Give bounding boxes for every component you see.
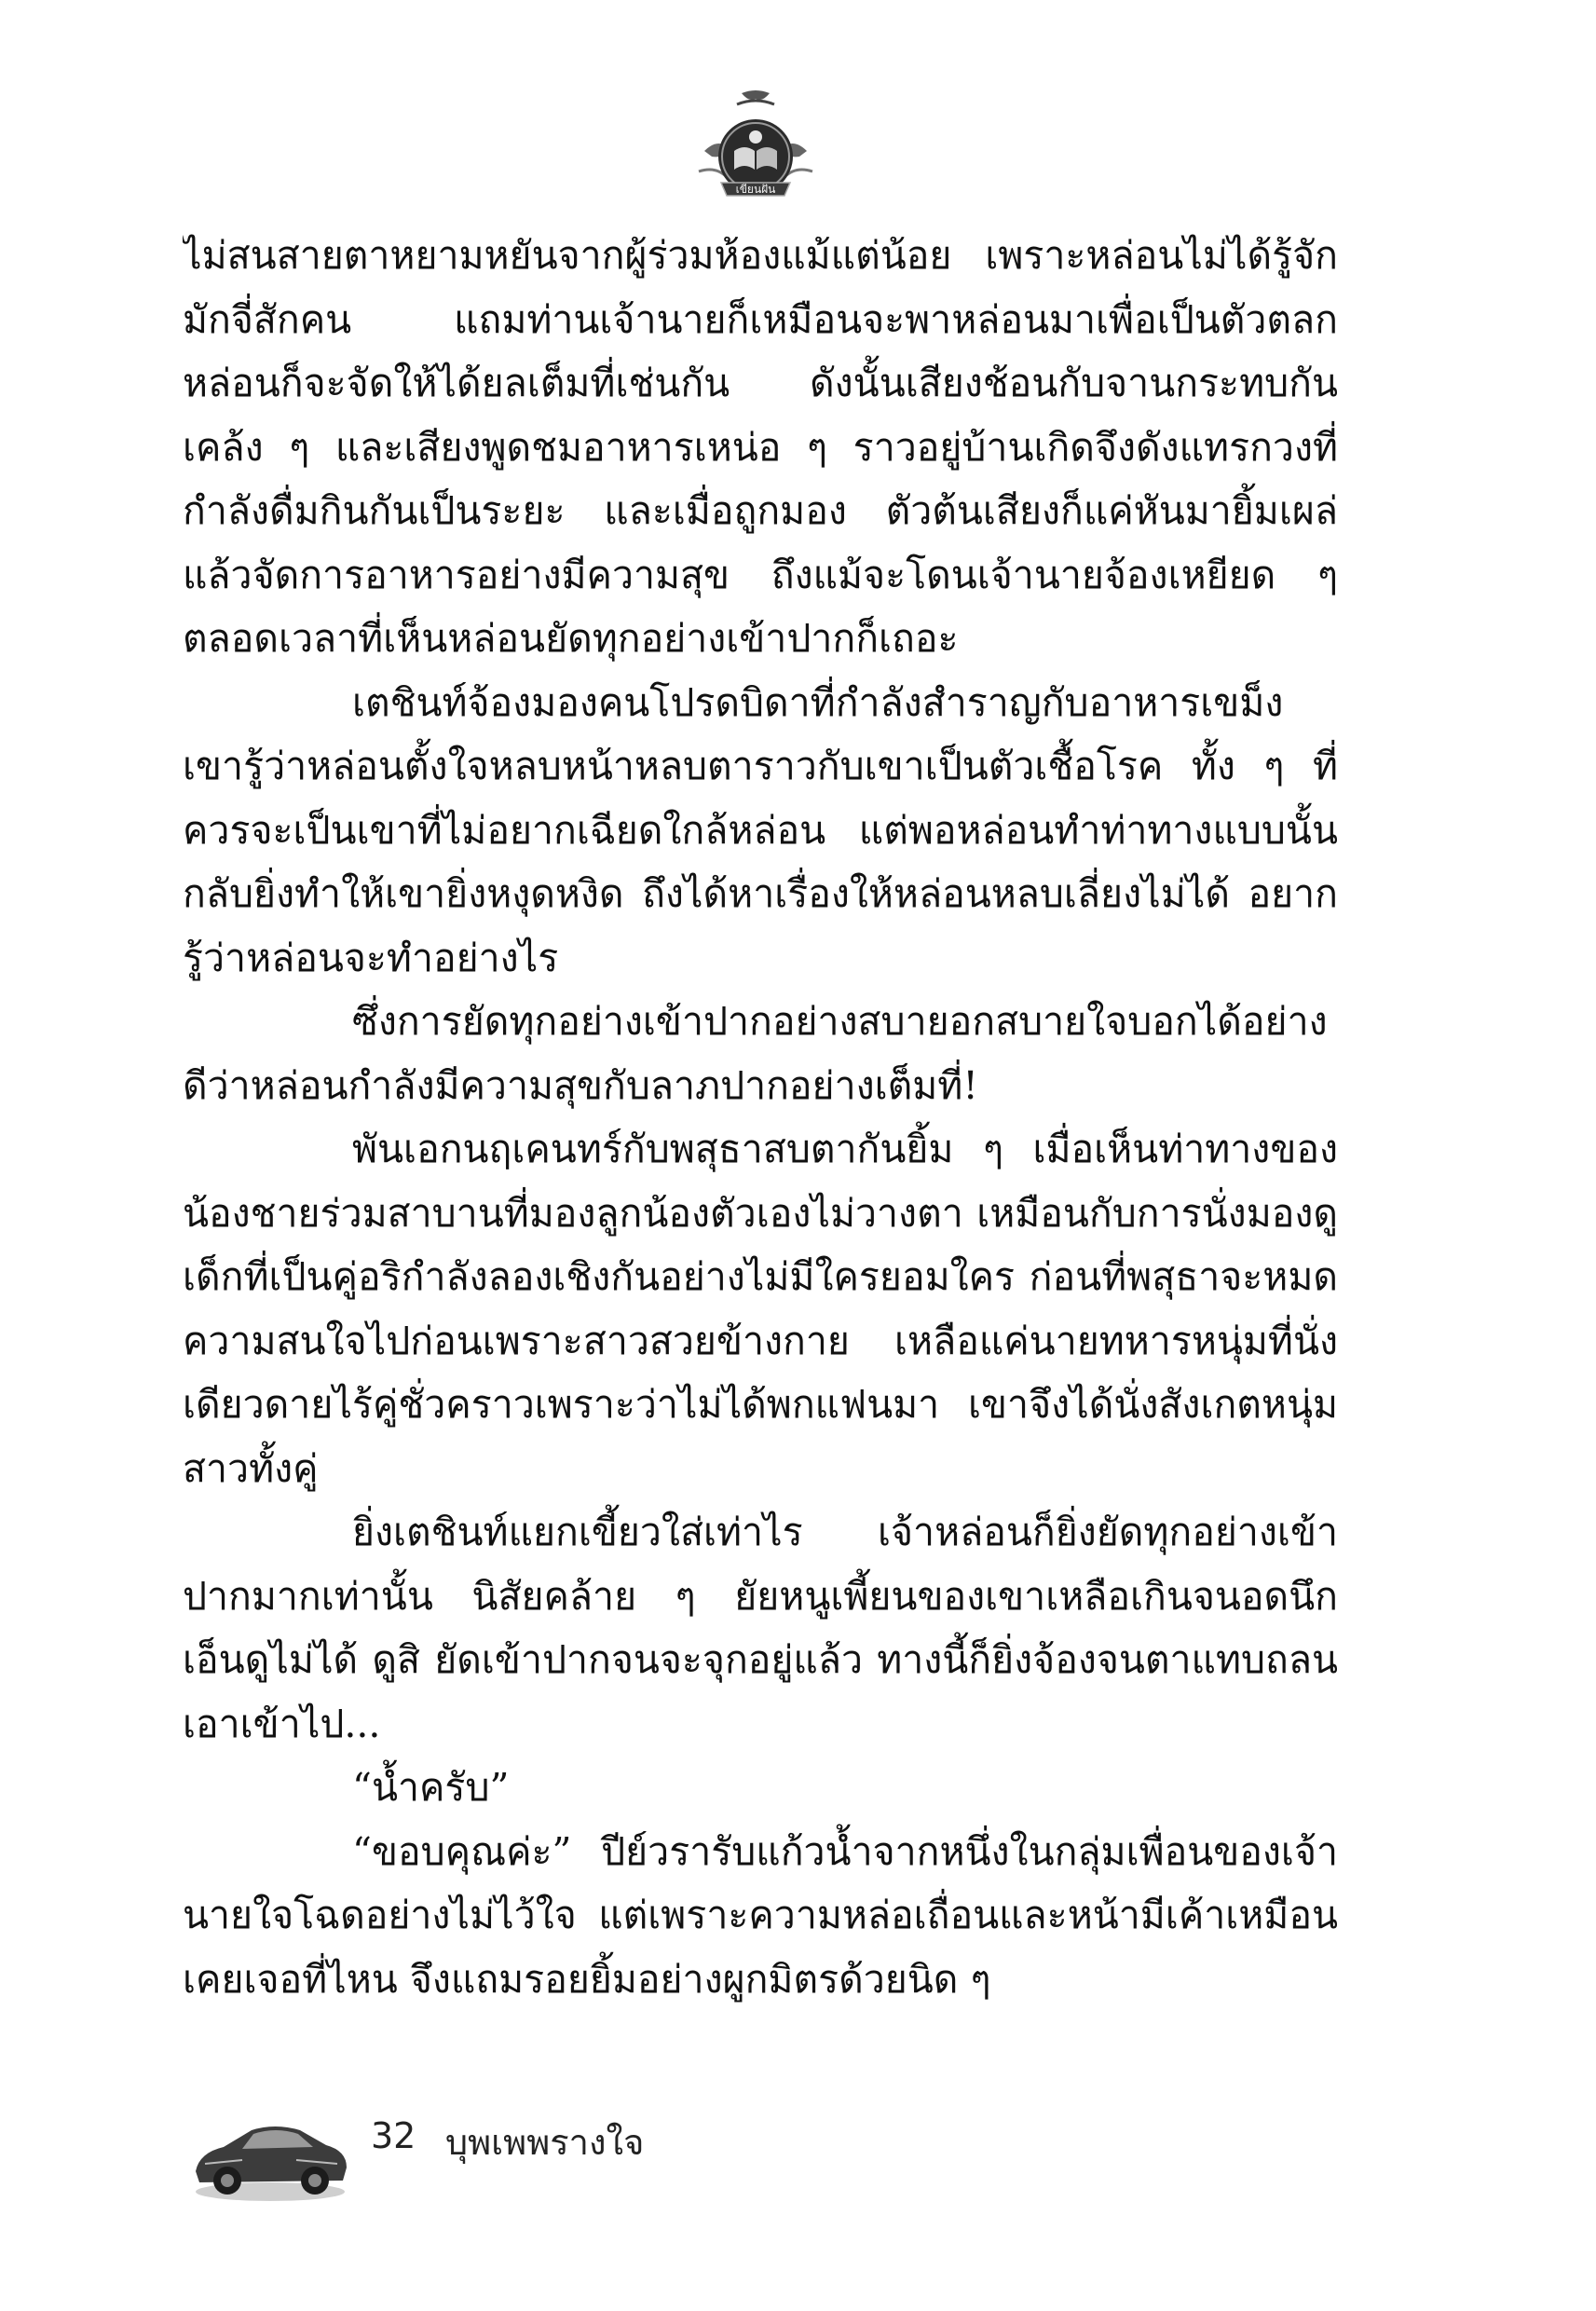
footer-car — [186, 2099, 354, 2206]
paragraph-6: “น้ำครับ” — [352, 1765, 510, 1810]
book-title: บุพเพพรางใจ — [445, 2122, 645, 2163]
header-logo — [686, 86, 825, 207]
crest-logo-icon — [686, 86, 825, 207]
paragraph-4: พันเอกนฤเคนทร์กับพสุธาสบตากันยิ้ม ๆ เมื่อเห็นท่าทางของน้องชายร่วมสาบานที่มองลูกน้องตัวเองไม่วางตา เหมือนกับการนั่งมองดูเด็กที่เป็นคู่อริกำลังลองเชิงกันอย่างไม่มีใครยอมใคร ก่อนที่พสุธาจะหมดความสนใจไปก่อนเพราะสาวสวยข้างกาย เหลือแค่นายทหารหนุ่มที่นั่งเดียวดายไร้คู่ชั่วคราวเพราะว่าไม่ได้พกแฟนมา เขาจึงได้นั่งสังเกตหนุ่มสาวทั้งคู่ — [183, 1127, 1338, 1491]
paragraph-1: ไม่สนสายตาหยามหยันจากผู้ร่วมห้องแม้แต่น้อย เพราะหล่อนไม่ได้รู้จักมักจี่สักคน แถมท่านเจ้านายก็เหมือนจะพาหล่อนมาเพื่อเป็นตัวตลก หล่อนก็จะจัดให้ได้ยลเต็มที่เช่นกัน ดังนั้นเสียงช้อนกับจานกระทบกันเคล้ง ๆ และเสียงพูดชมอาหารเหน่อ ๆ ราวอยู่บ้านเกิดจึงดังแทรกวงที่กำลังดื่มกินกันเป็นระยะ และเมื่อถูกมอง ตัวต้นเสียงก็แค่หันมายิ้มเผล่แล้วจัดการอาหารอย่างมีความสุข ถึงแม้จะโดนเจ้านายจ้องเหยียด ๆ ตลอดเวลาที่เห็นหล่อนยัดทุกอย่างเข้าปากก็เถอะ — [183, 233, 1338, 661]
sports-car-icon — [186, 2099, 354, 2206]
paragraph-2: เตชินท์จ้องมองคนโปรดบิดาที่กำลังสำราญกับอาหารเขม็ง เขารู้ว่าหล่อนตั้งใจหลบหน้าหลบตาราวกับเขาเป็นตัวเชื้อโรค ทั้ง ๆ ที่ควรจะเป็นเขาที่ไม่อยากเฉียดใกล้หล่อน แต่พอหล่อนทำท่าทางแบบนั้นกลับยิ่งทำให้เขายิ่งหงุดหงิด ถึงได้หาเรื่องให้หล่อนหลบเลี่ยงไม่ได้ อยากรู้ว่าหล่อนจะทำอย่างไร — [183, 679, 1338, 980]
paragraph-3: ซึ่งการยัดทุกอย่างเข้าปากอย่างสบายอกสบายใจบอกได้อย่างดีว่าหล่อนกำลังมีความสุขกับลาภปากอย่างเต็มที่! — [183, 999, 1328, 1108]
paragraph-5: ยิ่งเตชินท์แยกเขี้ยวใส่เท่าไร เจ้าหล่อนก็ยิ่งยัดทุกอย่างเข้าปากมากเท่านั้น นิสัยคล้าย ๆ ยัยหนูเพี้ยนของเขาเหลือเกินจนอดนึกเอ็นดูไม่ได้ ดูสิ ยัดเข้าปากจนจะจุกอยู่แล้ว ทางนี้ก็ยิ่งจ้องจนตาแทบถลน เอาเข้าไป... — [183, 1510, 1338, 1746]
logo-text: เขียนฝัน — [735, 183, 776, 196]
page-number: 32 — [371, 2115, 416, 2156]
paragraph-7: “ขอบคุณค่ะ” ปีย์วรารับแก้วน้ำจากหนึ่งในกลุ่มเพื่อนของเจ้านายใจโฉดอย่างไม่ไว้ใจ แต่เพราะความหล่อเถื่อนและหน้ามีเค้าเหมือนเคยเจอที่ไหน จึงแถมรอยยิ้มอย่างผูกมิตรด้วยนิด ๆ — [183, 1828, 1338, 2002]
body-text — [183, 224, 1338, 2069]
